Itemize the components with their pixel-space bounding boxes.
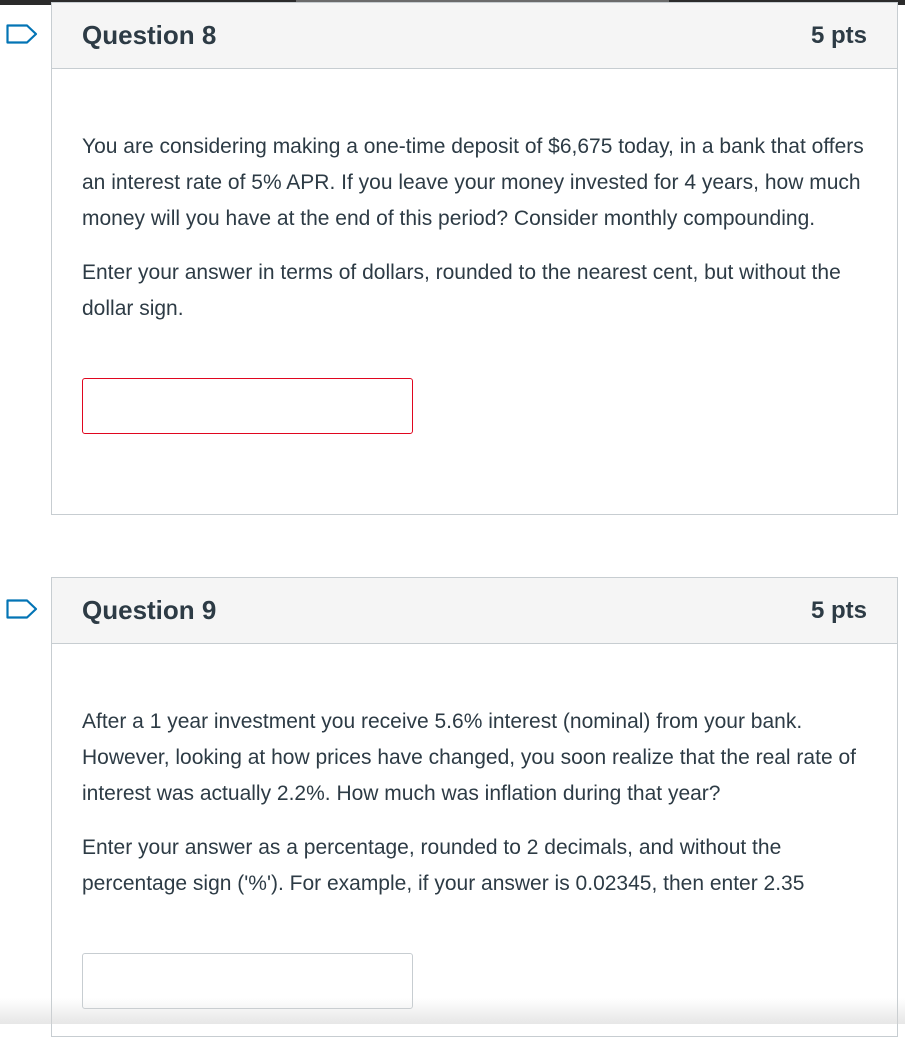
question-points: 5 pts: [810, 21, 867, 49]
question-title: Question 8: [82, 20, 217, 50]
question-title: Question 9: [82, 595, 217, 625]
flag-question-icon[interactable]: [6, 24, 38, 44]
answer-input[interactable]: [82, 953, 413, 1009]
question-points: 5 pts: [810, 596, 867, 624]
flag-question-icon[interactable]: [6, 599, 38, 619]
question-body: [52, 69, 897, 434]
question-prompt: After a 1 year investment you receive 5.6% interest (nominal) from your bank. However, looking at how prices have changed, you soon realize that the real rate of interest was actually 2.2%. How much was inflation during that year?: [82, 710, 856, 805]
question-header: [52, 578, 897, 644]
question-body: [52, 644, 897, 1009]
question-header: [52, 3, 897, 69]
question-instructions: Enter your answer as a percentage, rounded to 2 decimals, and without the percentage sign ('%'). For example, if your answer is 0.02345, then enter 2.35: [82, 836, 805, 895]
answer-input[interactable]: [82, 378, 413, 434]
question-text: [82, 129, 867, 327]
question-prompt: You are considering making a one-time deposit of $6,675 today, in a bank that offers an interest rate of 5% APR. If you leave your money invested for 4 years, how much money will you have at the end of this period? Consider monthly compounding.: [82, 135, 864, 230]
question-instructions: Enter your answer in terms of dollars, rounded to the nearest cent, but without the dollar sign.: [82, 261, 841, 320]
question-text: [82, 704, 867, 902]
question-9: [51, 577, 898, 1037]
question-8: [51, 2, 898, 515]
